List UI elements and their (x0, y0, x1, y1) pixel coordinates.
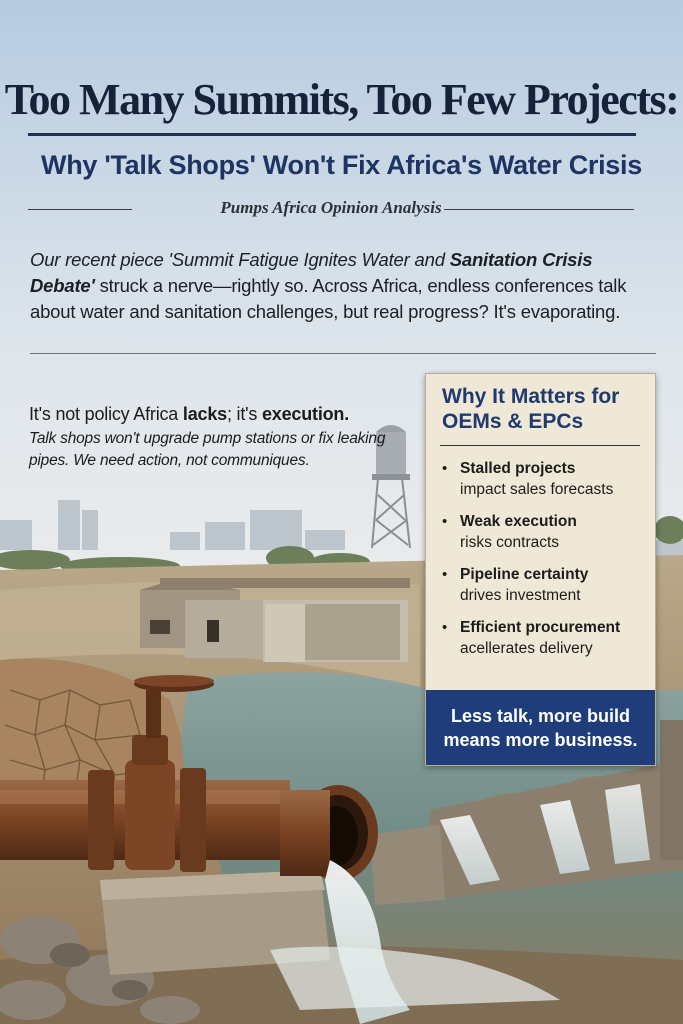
why-it-matters-panel (425, 373, 656, 766)
byline-text: Pumps Africa Opinion Analysis (220, 198, 442, 217)
item-bold: Weak execution (460, 513, 577, 530)
byline-rule-right (444, 209, 634, 210)
item-text: acellerates delivery (460, 640, 593, 657)
panel-divider (440, 445, 640, 446)
title-divider (28, 133, 636, 136)
item-bold: Efficient procurement (460, 619, 621, 636)
poster-title: Too Many Summits, Too Few Projects: (4, 75, 679, 124)
list-item (442, 564, 647, 606)
section-divider (30, 353, 656, 354)
item-text: drives investment (460, 587, 581, 604)
panel-list (442, 458, 647, 670)
bullet-icon: • (442, 566, 448, 583)
intro-part-1: Our recent piece 'Summit Fatigue Ignites Water and (30, 249, 450, 270)
bullet-icon: • (442, 619, 448, 636)
lead-a: It's not policy Africa (29, 404, 183, 424)
lead-d: execution. (262, 404, 350, 424)
item-bold: Stalled projects (460, 460, 576, 477)
list-item (442, 511, 647, 553)
item-bold: Pipeline certainty (460, 566, 589, 583)
bullet-icon: • (442, 513, 448, 530)
list-item (442, 458, 647, 500)
list-item (442, 617, 647, 659)
item-text: risks contracts (460, 534, 560, 551)
lead-b: lacks (182, 404, 227, 424)
bullet-icon: • (442, 460, 448, 477)
lead-line-2: Talk shops won't upgrade pump stations or fix leaking pipes. We need action, not communiques. (29, 430, 386, 469)
byline (28, 198, 634, 222)
intro-part-3: struck a nerve—rightly so. Across Africa, endless conferences talk about water and sanitation challenges, but real progress? It's evaporating. (30, 275, 627, 322)
panel-footer-callout: Less talk, more build means more business. (426, 690, 655, 765)
lead-line-1 (29, 402, 399, 426)
intro-part-2: Sanitation Crisis Debate' (30, 249, 593, 296)
panel-title: Why It Matters for OEMs & EPCs (442, 385, 620, 433)
lead-statement (29, 402, 399, 472)
intro-paragraph (30, 247, 660, 325)
item-text: impact sales forecasts (460, 481, 614, 498)
lead-c: ; it's (226, 404, 262, 424)
poster-subtitle: Why 'Talk Shops' Won't Fix Africa's Water Crisis (41, 150, 642, 180)
